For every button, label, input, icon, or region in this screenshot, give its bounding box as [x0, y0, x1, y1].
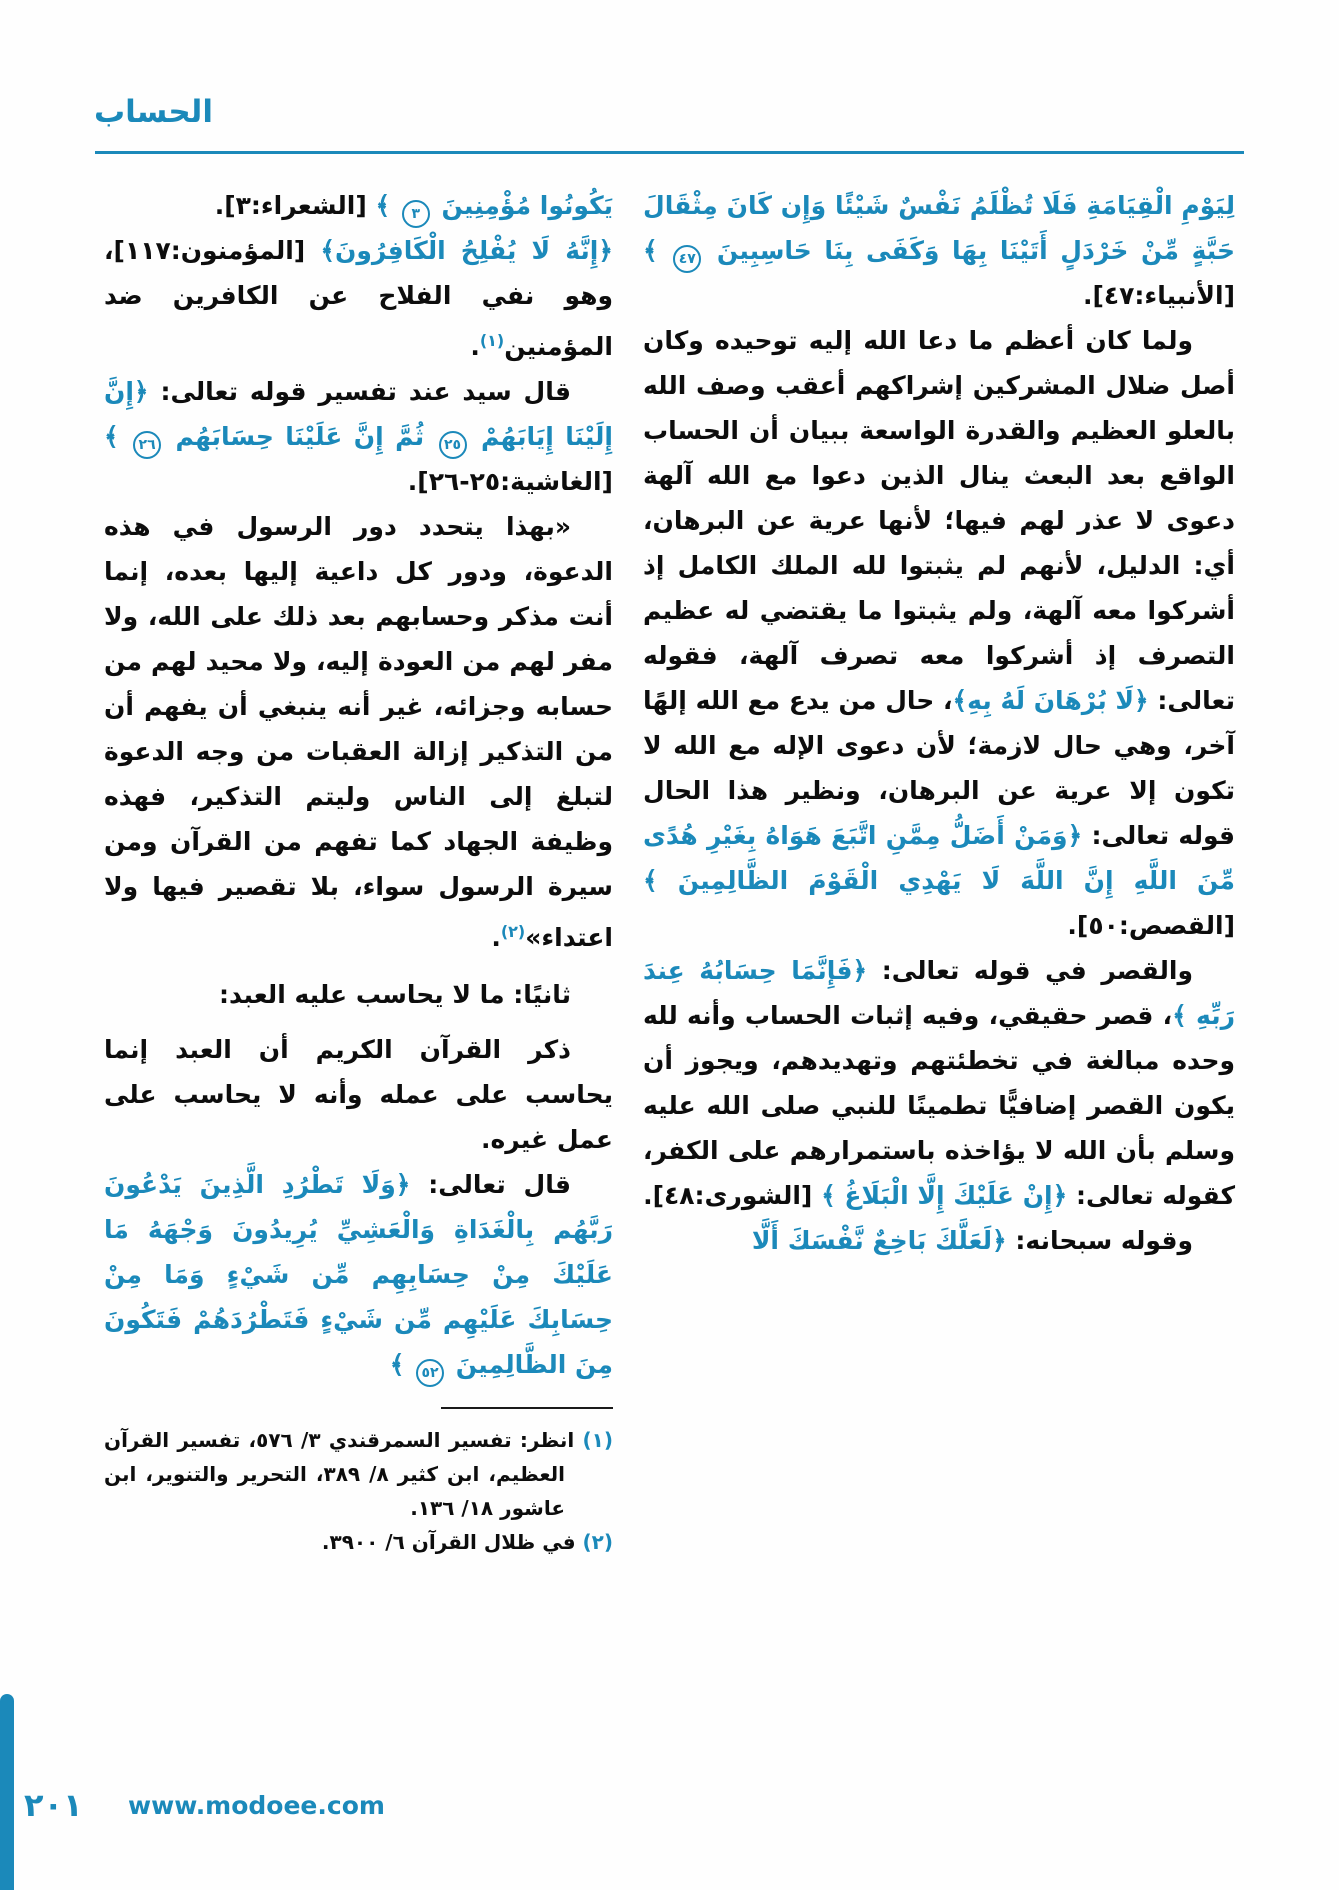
- ayah-number-badge: ٥٢: [416, 1359, 444, 1387]
- quran-quote: ﴿لَعَلَّكَ بَاخِعٌ نَّفْسَكَ أَلَّا: [751, 1226, 1007, 1255]
- paragraph: [104, 1027, 613, 1162]
- footnote-number: (١): [582, 1428, 613, 1452]
- verse-reference: [الأنبياء:٤٧].: [1082, 281, 1235, 310]
- quran-quote: ﴿لَا بُرْهَانَ لَهُ بِهِ﴾: [952, 686, 1149, 715]
- quran-quote: ﴿وَلَا تَطْرُدِ الَّذِينَ يَدْعُونَ رَبَّهُم بِالْغَدَاةِ وَالْعَشِيِّ يُرِيدُونَ وَجْهَهُ مَا عَلَيْكَ مِنْ حِسَابِهِم مِّن شَيْءٍ وَمَا مِنْ حِسَابِكَ عَلَيْهِم مِّن شَيْءٍ فَتَطْرُدَهُمْ فَتَكُونَ مِنَ الظَّالِمِينَ: [104, 1170, 613, 1379]
- ayah-number-badge: ٢٦: [133, 431, 161, 459]
- paragraph: [104, 1162, 613, 1387]
- section-heading: [104, 972, 613, 1017]
- paragraph: [104, 183, 613, 228]
- quran-quote: ﴾: [643, 236, 671, 265]
- quran-quote: لِيَوْمِ الْقِيَامَةِ فَلَا تُظْلَمُ نَفْسٌ شَيْئًا وَإِن كَانَ مِثْقَالَ حَبَّةٍ مِّنْ خَرْدَلٍ أَتَيْنَا بِهَا وَكَفَى بِنَا حَاسِبِينَ: [643, 191, 1235, 265]
- paragraph: [104, 369, 613, 504]
- paragraph: [643, 183, 1235, 318]
- column-left: [104, 183, 613, 1559]
- paragraph: [104, 228, 613, 369]
- body-text: قال تعالى:: [410, 1170, 571, 1199]
- footnote: [104, 1525, 613, 1559]
- footnote-text: في ظلال القرآن ٦/ ٣٩٠٠.: [321, 1530, 583, 1554]
- body-text: وهو نفي الفلاح عن الكافرين ضد المؤمنين: [104, 281, 613, 361]
- running-head-title: الحساب: [94, 94, 213, 130]
- ayah-number-badge: ٣: [402, 200, 430, 228]
- quran-quote: ﴾: [104, 422, 131, 451]
- body-text: ذكر القرآن الكريم أن العبد إنما يحاسب على عمله وأنه لا يحاسب على عمل غيره.: [104, 1035, 613, 1154]
- quran-quote: ﴿وَمَنْ أَضَلُّ مِمَّنِ اتَّبَعَ هَوَاهُ بِغَيْرِ هُدًى مِّنَ اللَّهِ إِنَّ اللَّهَ لَا يَهْدِي الْقَوْمَ الظَّالِمِينَ ﴾: [643, 821, 1235, 895]
- quran-quote: ﴾: [375, 191, 399, 220]
- body-text: ، قصر حقيقي، وفيه إثبات الحساب وأنه لله وحده مبالغة في تخطئتهم وتهديدهم، ويجوز أن يكون القصر إضافيًّا تطمينًا للنبي صلى الله عليه وسلم بأن الله لا يؤاخذه باستمرارهم على الكفر، كقوله تعالى:: [643, 1001, 1235, 1210]
- paragraph: [643, 318, 1235, 948]
- body-text: .: [491, 923, 501, 952]
- verse-reference: [الشورى:٤٨].: [643, 1181, 822, 1210]
- footnote: [104, 1423, 613, 1525]
- paragraph: [643, 1218, 1235, 1263]
- footnote-text: انظر: تفسير السمرقندي ٣/ ٥٧٦، تفسير القرآن العظيم، ابن كثير ٨/ ٣٨٩، التحرير والتنوير، ابن عاشور ١٨/ ١٣٦.: [104, 1428, 583, 1520]
- body-text: قال سيد عند تفسير قوله تعالى:: [148, 377, 571, 406]
- body-text: ولما كان أعظم ما دعا الله إليه توحيده وكان أصل ضلال المشركين إشراكهم أعقب وصف الله بالعلو العظيم والقدرة الواسعة ببيان أن الحساب الواقع بعد البعث ينال الذين دعوا مع الله آلهة دعوى لا عذر لهم فيها؛ لأنها عرية عن البرهان، أي: الدليل، لأنهم لم يثبتوا لله الملك الكامل إذ أشركوا معه آلهة، ولم يثبتوا ما يقتضي له عظيم التصرف إذ أشركوا معه تصرف آلهة، فقوله تعالى:: [643, 326, 1235, 715]
- column-right: [643, 183, 1235, 1559]
- paragraph: [643, 948, 1235, 1218]
- body-text: «بهذا يتحدد دور الرسول في هذه الدعوة، ودور كل داعية إليها بعده، إنما أنت مذكر وحسابهم بعد ذلك على الله، ولا مفر لهم من العودة إليه، ولا محيد لهم من حسابه وجزائه، غير أنه ينبغي أن يفهم أن من التذكير إزالة العقبات من وجه الدعوة لتبلغ إلى الناس وليتم التذكير، فهذه وظيفة الجهاد كما تفهم من القرآن ومن سيرة الرسول سواء، بلا تقصير فيها ولا اعتداء»: [104, 512, 613, 952]
- verse-reference: [الغاشية:٢٥-٢٦].: [407, 467, 613, 496]
- footnote-marker: (١): [479, 331, 505, 350]
- footnote-marker: (٢): [500, 922, 526, 941]
- verse-reference: [الشعراء:٣].: [214, 191, 376, 220]
- ayah-number-badge: ٢٥: [439, 431, 467, 459]
- body-text: .: [470, 332, 480, 361]
- page-number: ٢٠١: [24, 1786, 83, 1824]
- ayah-number-badge: ٤٧: [673, 245, 701, 273]
- quran-quote: ﴿إِنَّ إِلَيْنَا إِيَابَهُمْ: [104, 377, 613, 451]
- quran-quote: يَكُونُوا مُؤْمِنِينَ: [432, 191, 613, 220]
- footnotes-block: [104, 1407, 613, 1559]
- page-edge-bar: [0, 1694, 14, 1890]
- quran-quote: ثُمَّ إِنَّ عَلَيْنَا حِسَابَهُم: [164, 422, 436, 451]
- body-text: ، حال من يدع مع الله إلهًا آخر، وهي حال لازمة؛ لأن دعوى الإله مع الله لا تكون إلا عرية عن البرهان، ونظير هذا الحال قوله تعالى:: [643, 686, 1235, 850]
- quran-quote: ﴿إِنْ عَلَيْكَ إِلَّا الْبَلَاغُ ﴾: [821, 1181, 1068, 1210]
- verse-reference: [المؤمنون:١١٧]،: [104, 236, 321, 265]
- page-header: [94, 94, 213, 130]
- footnote-number: (٢): [582, 1530, 613, 1554]
- verse-reference: [القصص:٥٠].: [1067, 911, 1235, 940]
- website-link: www.modoee.com: [128, 1791, 385, 1820]
- paragraph: [104, 504, 613, 960]
- body-text: وقوله سبحانه:: [1006, 1226, 1193, 1255]
- content-area: [104, 183, 1235, 1559]
- footnote-divider: [441, 1407, 613, 1409]
- header-rule: [95, 151, 1244, 154]
- body-text: ثانيًا: ما لا يحاسب عليه العبد:: [219, 980, 571, 1009]
- body-text: والقصر في قوله تعالى:: [867, 956, 1193, 985]
- quran-quote: ﴾: [389, 1350, 414, 1379]
- quran-quote: ﴿فَإِنَّمَا حِسَابُهُ عِندَ رَبِّهِ ﴾: [643, 956, 1235, 1030]
- quran-quote: ﴿إِنَّهُ لَا يُفْلِحُ الْكَافِرُونَ﴾: [320, 236, 613, 265]
